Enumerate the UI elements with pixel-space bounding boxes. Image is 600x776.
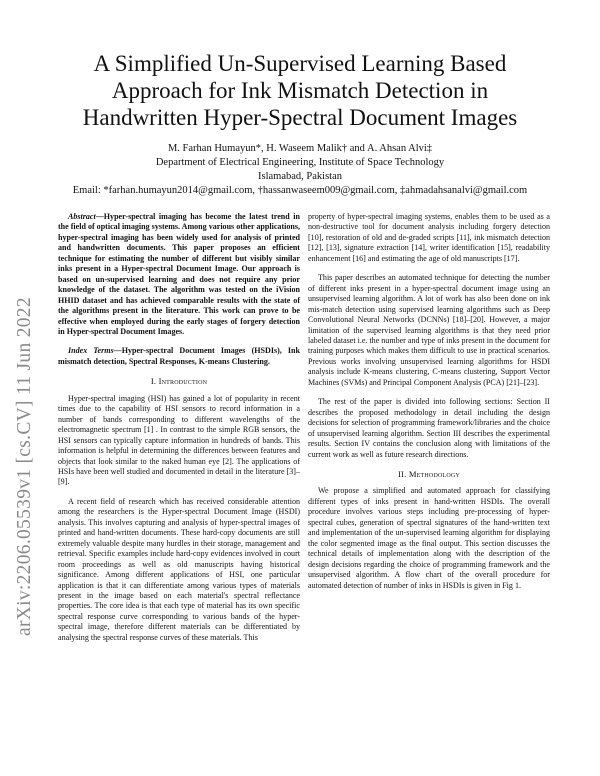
abstract xyxy=(58,212,300,337)
author-block xyxy=(60,142,540,198)
abstract-text: —Hyper-spectral imaging has become the latest trend in the field of optical imaging systems. Among various other applications, hyper-spectral imaging has been widely used for analysis of printed and handwritten documents. This paper proposes an efficient technique for estimating the number of different but visibly similar inks present in a Hyper-spectral Document Image. Our approach is based on un-supervised learning and does not require any prior knowledge of the dataset. The algorithm was tested on the iVision HHID dataset and has achieved comparable results with the state of the algorithms present in the literature. This work can prove to be effective when employed during the early stages of forgery detection in Hyper-spectral Document Images. xyxy=(58,212,300,336)
author-department: Department of Electrical Engineering, Institute of Space Technology xyxy=(155,157,445,168)
author-names: M. Farhan Humayun*, H. Waseem Malik† and A. Ahsan Alvi‡ xyxy=(167,143,433,154)
intro-paragraph-1: Hyper-spectral imaging (HSI) has gained a lot of popularity in recent times due to the capability of HSI sensors to record information in a number of bands corresponding to different wavelengths of the electromagnetic spectrum [1] . In contrast to the simple RGB sensors, the HSI sensors can typically capture information in hundreds of bands. This information is helpful in determining the differences between features and objects that look similar to the naked human eye [2]. The applications of HSIs have been well studied and documented in detail in the literature [3]–[9]. xyxy=(58,393,300,487)
methodology-paragraph-1: We propose a simplified and automated approach for classifying different types of inks present in hand-written HSDIs. The overall procedure involves various steps including pre-processing of hyper-spectral cubes, generation of spectral signatures of the hand-written text and implementation of the un-supervised learning algorithm for displaying the color segmented image as the final output. This section discusses the technical details of implementation along with the description of the design decisions regarding the choice of programming framework and the unsupervised algorithm. A flow chart of the overall procedure for automated detection of number of inks in HSDIs is given in Fig 1. xyxy=(308,486,550,590)
intro-paragraph-4: This paper describes an automated technique for detecting the number of different inks present in a hyper-spectral document image using an unsupervised learning algorithm. A lot of work has also been done on ink mis-match detection using supervised learning algorithms such as Deep Convolutional Neural Networks (DCNNs) [18]–[20]. However, a major limitation of the supervised learning algorithms is that they need prior labeled dataset i.e. the number and type of inks present in the document for training purposes which makes them difficult to use in practical scenarios. Previous works involving unsupervised learning algorithms for HSDI analysis include K-means clustering, C-means clustering, Support Vector Machines (SVMs) and Principal Component Analysis (PCA) [21]–[23]. xyxy=(308,273,550,387)
paper-title: A Simplified Un-Supervised Learning Based Approach for Ink Mismatch Detection in Handwritten Hyper-Spectral Document Images xyxy=(82,51,518,130)
section-heading-introduction: I. Introduction xyxy=(150,376,208,387)
intro-paragraph-2: A recent field of research which has received considerable attention among the researchers is the Hyper-spectral Document Image (HSDI) analysis. This involves capturing and analysis of hyper-spectral images of printed and hand-written documents. These hard-copy documents are still extremely valuable despite many hurdles in their storage, management and retrieval. Specific examples include hard-copy evidences involved in court room proceedings as well as old manuscripts having historical significance. Among different applications of HSI, one particular application is that it can differentiate among various types of materials present in the image based on each material's spectral reflectance properties. The core idea is that each type of material has its own specific spectral response curve corresponding to various bands of the hyper-spectral image, therefore different materials can be differentiated by analysing the spectral response curves of these materials. This xyxy=(58,496,300,642)
index-terms-label: Index Terms xyxy=(68,346,114,356)
intro-paragraph-3: property of hyper-spectral imaging systems, enables them to be used as a non-destructive tool for document analysis including forgery detection [10], restoration of old and de-graded scripts [11], ink mismatch detection [12], [13], signature extraction [14], writer identification [15], readability enhancement [16] and estimating the age of old manuscripts [17]. xyxy=(308,212,550,263)
index-terms xyxy=(58,346,300,367)
abstract-label: Abstract xyxy=(68,212,96,221)
author-emails[interactable]: Email: *farhan.humayun2014@gmail.com, †hassanwaseem009@gmail.com, ‡ahmadahsanalvi@gmail.com xyxy=(72,185,528,196)
author-location: Islamabad, Pakistan xyxy=(258,171,342,182)
intro-paragraph-5: The rest of the paper is divided into following sections: Section II describes the proposed methodology in detail including the design decisions for selection of programming framework/libraries and the choice of unsupervised learning algorithm. Section III describes the experimental results. Section IV contains the conclusion along with limitations of the current work as well as future research directions. xyxy=(308,397,550,459)
section-heading-methodology: II. Methodology xyxy=(398,468,460,479)
left-column xyxy=(58,212,300,652)
arxiv-stamp[interactable]: arXiv:2206.05539v1 [cs.CV] 11 Jun 2022 xyxy=(14,297,35,636)
index-terms-text: —Hyper-spectral Document Images (HSDIs), Ink mismatch detection, Spectral Responses, K-means Clustering. xyxy=(58,346,301,366)
right-column xyxy=(308,212,550,600)
